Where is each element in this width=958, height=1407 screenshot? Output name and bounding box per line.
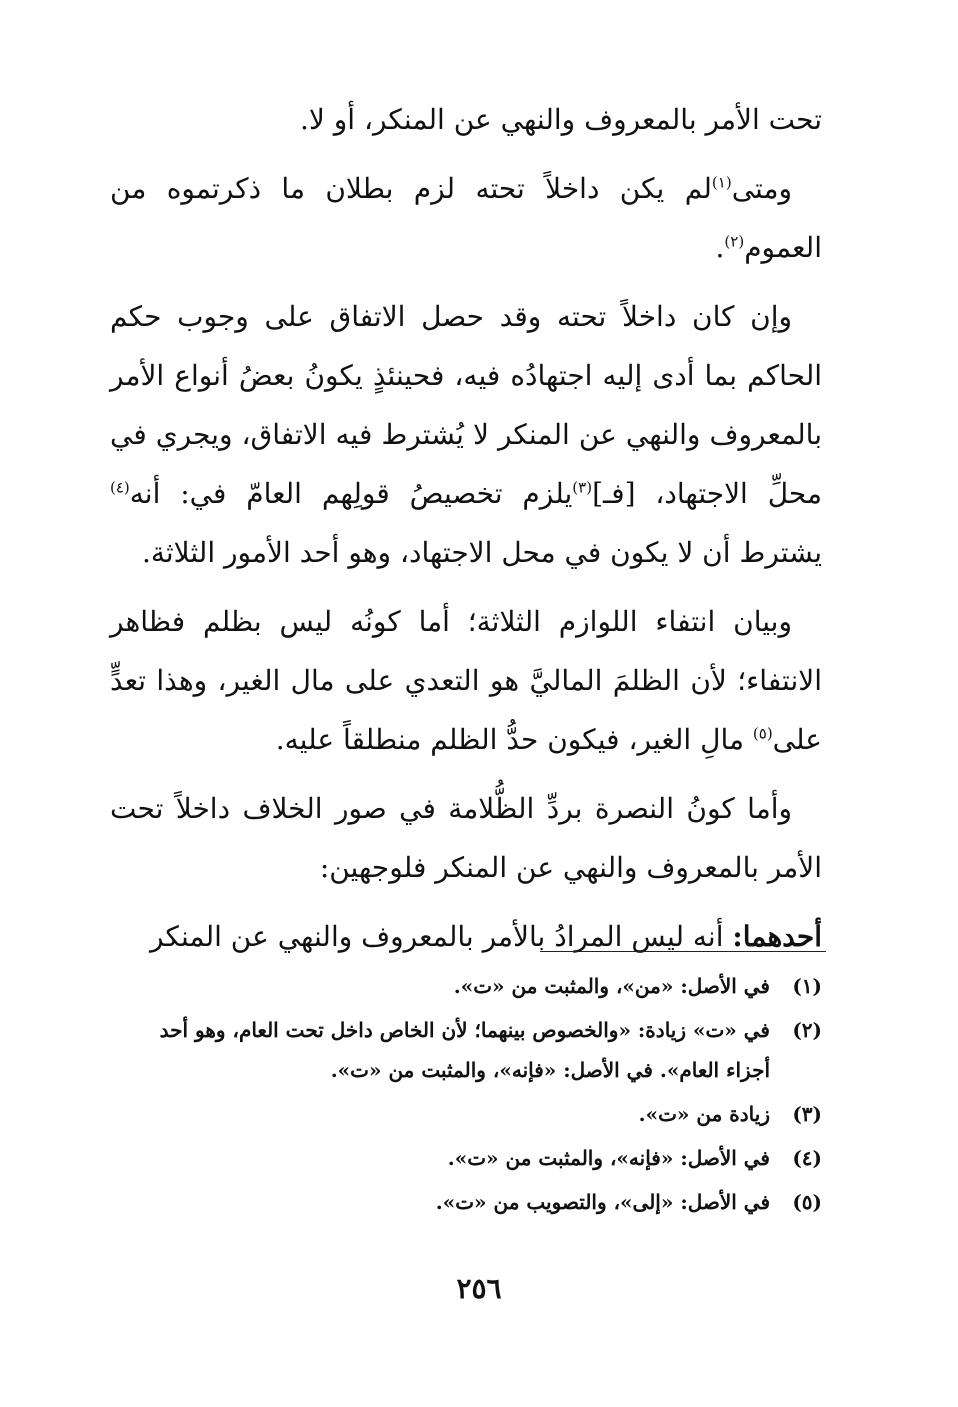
- first-reason-label: أحدهما:: [732, 920, 822, 953]
- footnote-2: [110, 1010, 822, 1090]
- footnote-ref-1: (١): [711, 173, 732, 192]
- paragraph-3-text-b: يلزم تخصيصُ قولِهم العامّ في: أنه: [129, 477, 573, 510]
- footnote-text: زيادة من «ت».: [638, 1102, 770, 1126]
- footnote-separator: [540, 951, 826, 952]
- paragraph-1: [110, 90, 822, 149]
- main-text: [110, 90, 822, 976]
- footnote-ref-3: (٣): [572, 478, 593, 497]
- paragraph-4-text-b: مالِ الغير، فيكون حدُّ الظلم منطلقاً عليه.: [275, 723, 753, 756]
- footnote-4: [110, 1138, 822, 1178]
- footnote-ref-5: (٥): [752, 724, 773, 743]
- paragraph-4: [110, 592, 822, 769]
- footnote-1: [110, 966, 822, 1006]
- footnote-text: في «ت» زيادة: «والخصوص بينهما؛ لأن الخاص داخل تحت العام، وهو أحد أجزاء العام». في الأصل: «فإنه»، والمثبت من «ت».: [159, 1018, 770, 1082]
- footnote-text: في الأصل: «من»، والمثبت من «ت».: [453, 974, 770, 998]
- footnote-3: [110, 1094, 822, 1134]
- footnote-number: (٣): [792, 1102, 822, 1126]
- paragraph-2-text-b: لم يكن داخلاً تحته لزم بطلان ما ذكرتموه من العموم: [110, 172, 822, 264]
- footnote-number: (١): [792, 974, 822, 998]
- footnote-text: في الأصل: «إلى»، والتصويب من «ت».: [435, 1190, 770, 1214]
- footnote-number: (٤): [792, 1146, 822, 1170]
- paragraph-1-text: تحت الأمر بالمعروف والنهي عن المنكر، أو لا.: [299, 103, 822, 136]
- paragraph-2-text-a: ومتى: [731, 172, 792, 205]
- footnote-text: في الأصل: «فإنه»، والمثبت من «ت».: [447, 1146, 770, 1170]
- paragraph-6: [110, 907, 822, 966]
- editorial-insertion: [فـ]: [592, 477, 636, 510]
- paragraph-3-text-a: وإن كان داخلاً تحته وقد حصل الاتفاق على وجوب حكم الحاكم بما أدى إليه اجتهادُه فيه، فحينئذٍ يكونُ بعضُ أنواع الأمر بالمعروف والنهي عن المنكر لا يُشترط فيه الاتفاق، ويجري في محلِّ الاجتهاد،: [110, 300, 822, 510]
- footnote-number: (٢): [792, 1018, 822, 1042]
- paragraph-6-text: أنه ليس المرادُ بالأمر بالمعروف والنهي عن المنكر: [150, 920, 733, 953]
- footnote-5: [110, 1182, 822, 1222]
- footnote-ref-4: (٤): [110, 478, 130, 497]
- paragraph-5: [110, 779, 822, 897]
- footnote-ref-2: (٢): [724, 232, 745, 251]
- footnote-number: (٥): [792, 1190, 822, 1214]
- page-number: ٢٥٦: [456, 1272, 502, 1305]
- footnotes: [110, 966, 822, 1226]
- paragraph-5-text: وأما كونُ النصرة بردِّ الظُّلامة في صور الخلاف داخلاً تحت الأمر بالمعروف والنهي عن المنكر فلوجهين:: [110, 792, 822, 884]
- paragraph-2: [110, 159, 822, 277]
- paragraph-3-text-c: يشترط أن لا يكون في محل الاجتهاد، وهو أحد الأمور الثلاثة.: [141, 536, 822, 569]
- paragraph-2-end: .: [715, 231, 725, 264]
- paragraph-4-text-a: وبيان انتفاء اللوازم الثلاثة؛ أما كونُه ليس بظلم فظاهر الانتفاء؛ لأن الظلمَ الماليَّ هو التعدي على مال الغير، وهذا تعدٍّ على: [110, 605, 822, 756]
- paragraph-3: [110, 287, 822, 582]
